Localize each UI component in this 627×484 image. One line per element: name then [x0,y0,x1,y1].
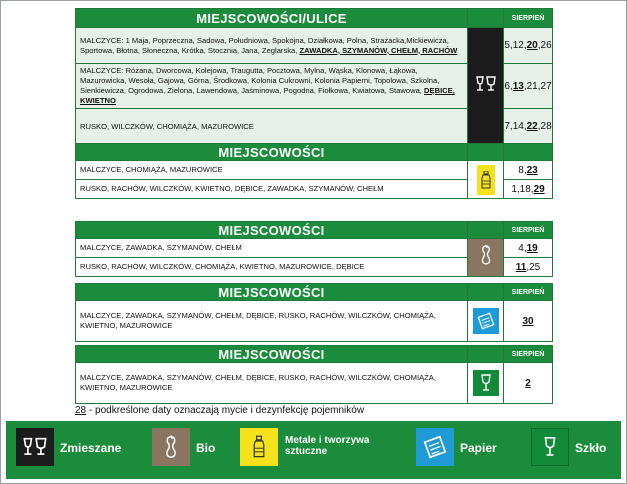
table-header: MIEJSCOWOŚCI [76,284,468,301]
date-cell: 6,13,21,27 [504,64,553,109]
date-cell: 2 [504,363,553,404]
metal-plastic-icon [468,161,504,199]
schedule-table-mixed [75,8,553,145]
bio-waste-icon [468,239,504,277]
date-cell: 5,12,20,26 [504,28,553,64]
footnote [75,405,364,416]
table-row [76,363,553,404]
date-cell: 30 [504,301,553,342]
locations-cell: RUSKO, RACHÓW, WILCZKÓW, CHOMIĄŻA, KWIETNO, MAZUROWICE, DĘBICE [76,258,468,277]
schedule-table-glass [75,345,553,404]
schedule-table-metal-plastic [75,143,553,199]
month-header: SIERPIEŃ [504,346,553,363]
month-header: SIERPIEŃ [504,284,553,301]
paper-icon [468,301,504,342]
month-header: SIERPIEŃ [504,222,553,239]
date-cell: 7,14,22,28 [504,109,553,145]
month-header: SIERPIEŃ [504,9,553,28]
legend-bar [6,421,621,479]
locations-cell: MALCZYCE, ZAWADKA, SZYMANÓW, CHEŁM, DĘBICE, RUSKO, RACHÓW, WILCZKÓW, CHOMIĄŻA, KWIETNO, MAZUROWICE [76,301,468,342]
glass-icon [531,428,569,466]
table-row [76,239,553,258]
date-cell: 4,19 [504,239,553,258]
locations-cell: MALCZYCE, ZAWADKA, SZYMANÓW, CHEŁM, DĘBICE, RUSKO, RACHÓW, WILCZKÓW, CHOMIĄŻA, KWIETNO, MAZUROWICE [76,363,468,404]
legend-label-paper: Papier [460,441,497,455]
table-header: MIEJSCOWOŚCI [76,222,468,239]
bio-waste-icon [152,428,190,466]
paper-icon [416,428,454,466]
legend-label-metal-plastic: Metale i tworzywa sztuczne [285,435,370,457]
schedule-table-bio [75,221,553,277]
table-row [76,301,553,342]
locations-cell: RUSKO, RACHÓW, WILCZKÓW, KWIETNO, DĘBICE, ZAWADKA, SZYMANÓW, CHEŁM [76,180,468,199]
locations-cell: MALCZYCE, CHOMIĄŻA, MAZUROWICE [76,161,468,180]
mixed-waste-icon [16,428,54,466]
legend-label-bio: Bio [196,441,216,455]
footnote-text: - podkreślone daty oznaczają mycie i dezynfekcję pojemników [86,405,365,416]
date-cell: 11,25 [504,258,553,277]
legend-label-glass: Szkło [575,441,607,455]
table-header: MIEJSCOWOŚCI [76,346,468,363]
mixed-waste-icon [468,28,504,145]
date-cell: 1,18,29 [504,180,553,199]
table-header: MIEJSCOWOŚCI [76,144,468,161]
schedule-table-paper [75,283,553,342]
metal-plastic-icon [240,428,278,466]
table-row [76,161,553,180]
locations-cell: MALCZYCE, ZAWADKA, SZYMANÓW, CHEŁM [76,239,468,258]
locations-cell: MALCZYCE: 1 Maja, Poprzeczna, Sadowa, Południowa, Spokojna, Działkowa, Polna, Strażacka,Mickiewicza, Sportowa, Błotna, Słoneczna, Krótka, Stocznia, Jana, Zeglarska, ZAWADKA, SZYMANÓW, CHEŁM, RACHÓW [76,28,468,64]
glass-icon [468,363,504,404]
locations-cell: RUSKO, WILCZKÓW, CHOMIĄŻA, MAZUROWICE [76,109,468,145]
date-cell: 8,23 [504,161,553,180]
legend-label-mixed: Zmieszane [60,441,122,455]
table-row [76,28,553,64]
table-header: MIEJSCOWOŚCI/ULICE [76,9,468,28]
footnote-example-date: 28 [75,405,87,416]
locations-cell: MALCZYCE: Różana, Dworcowa, Kolejowa, Traugutta, Pocztowa, Mylna, Wąska, Klonowa, Łąkowa, Mazurowicka, Wesoła, Gajowa, Górna, Środkowa, Kolonia Cukrowni, Kolonia Papierni, Topolowa, Szkolna, Sienkiewicza, Ogrodowa, Zielona, Lawendowa, Jaśminowa, Pogodna, Fiołkowa, Kwiatowa, Stawowa, DĘBICE, KWIETNO [76,64,468,109]
